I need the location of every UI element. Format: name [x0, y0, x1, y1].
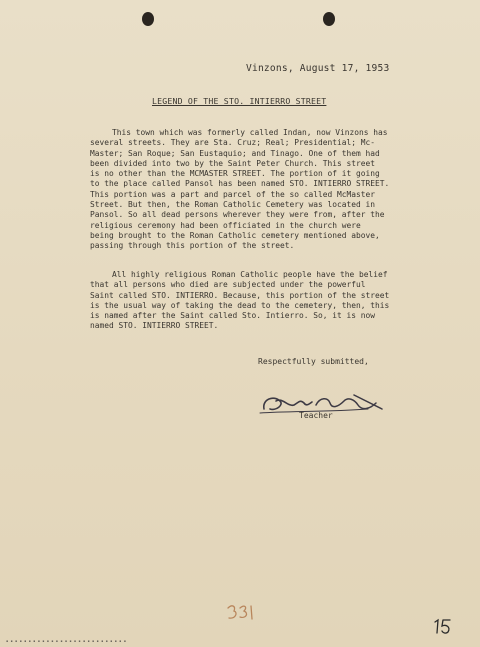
paragraph-line: that all persons who died are subjected under the powerful [90, 280, 366, 290]
paragraph-line: Pansol. So all dead persons wherever they were from, after the [90, 210, 385, 220]
document-date: Vinzons, August 17, 1953 [246, 63, 390, 74]
paragraph-line: is the usual way of taking the dead to the cemetery, then, this [90, 300, 390, 310]
punch-hole-right [323, 12, 335, 26]
paragraph-line: is named after the Saint called Sto. Intierro. So, it is now [90, 311, 376, 321]
paragraph-line: several streets. They are Sta. Cruz; Real; Presidential; Mc- [90, 138, 376, 148]
signature-role: Teacher [299, 411, 333, 420]
paragraph-line: to the place called Pansol has been named STO. INTIERRO STREET. [90, 179, 390, 189]
closing-line: Respectfully submitted, [258, 357, 369, 366]
paragraph-line: named STO. INTIERRO STREET. [90, 321, 219, 331]
handwritten-page-mark [224, 602, 258, 624]
document-title: LEGEND OF THE STO. INTIERRO STREET [152, 96, 327, 106]
paragraph-line: passing through this portion of the street. [90, 241, 295, 251]
paragraph-line: Street. But then, the Roman Catholic Cemetery was located in [90, 200, 376, 210]
paragraph-line: being brought to the Roman Catholic cemetery mentioned above, [90, 230, 380, 240]
paragraph-line: This town which was formerly called Indan, now Vinzons has [112, 128, 388, 137]
paragraph-line: All highly religious Roman Catholic people have the belief [112, 270, 388, 279]
paragraph-1 [90, 128, 430, 252]
paragraph-line: Master; San Roque; San Eustaquio; and Tinago. One of them had [90, 148, 380, 158]
paragraph-2 [90, 270, 430, 332]
paragraph-line: been divided into two by the Saint Peter Church. This street [90, 158, 376, 168]
footer-scan-text: ▪ ▪ ▪ ▪ ▪ ▪ ▪ ▪ ▪ ▪ ▪ ▪ ▪ ▪ ▪ ▪ ▪ ▪ ▪ ▪ ▪ ▪ ▪ ▪ ▪ ▪ ▪ [6, 639, 126, 643]
paragraph-line: Saint called STO. INTIERRO. Because, this portion of the street [90, 290, 390, 300]
handwritten-folio-number [431, 616, 453, 636]
paragraph-line: religious ceremony had been officiated in the church were [90, 220, 361, 230]
paragraph-line: This portion was a part and parcel of the so called McMaster [90, 189, 376, 199]
punch-hole-left [142, 12, 154, 26]
paragraph-line: is no other than the MCMASTER STREET. The portion of it going [90, 169, 380, 179]
